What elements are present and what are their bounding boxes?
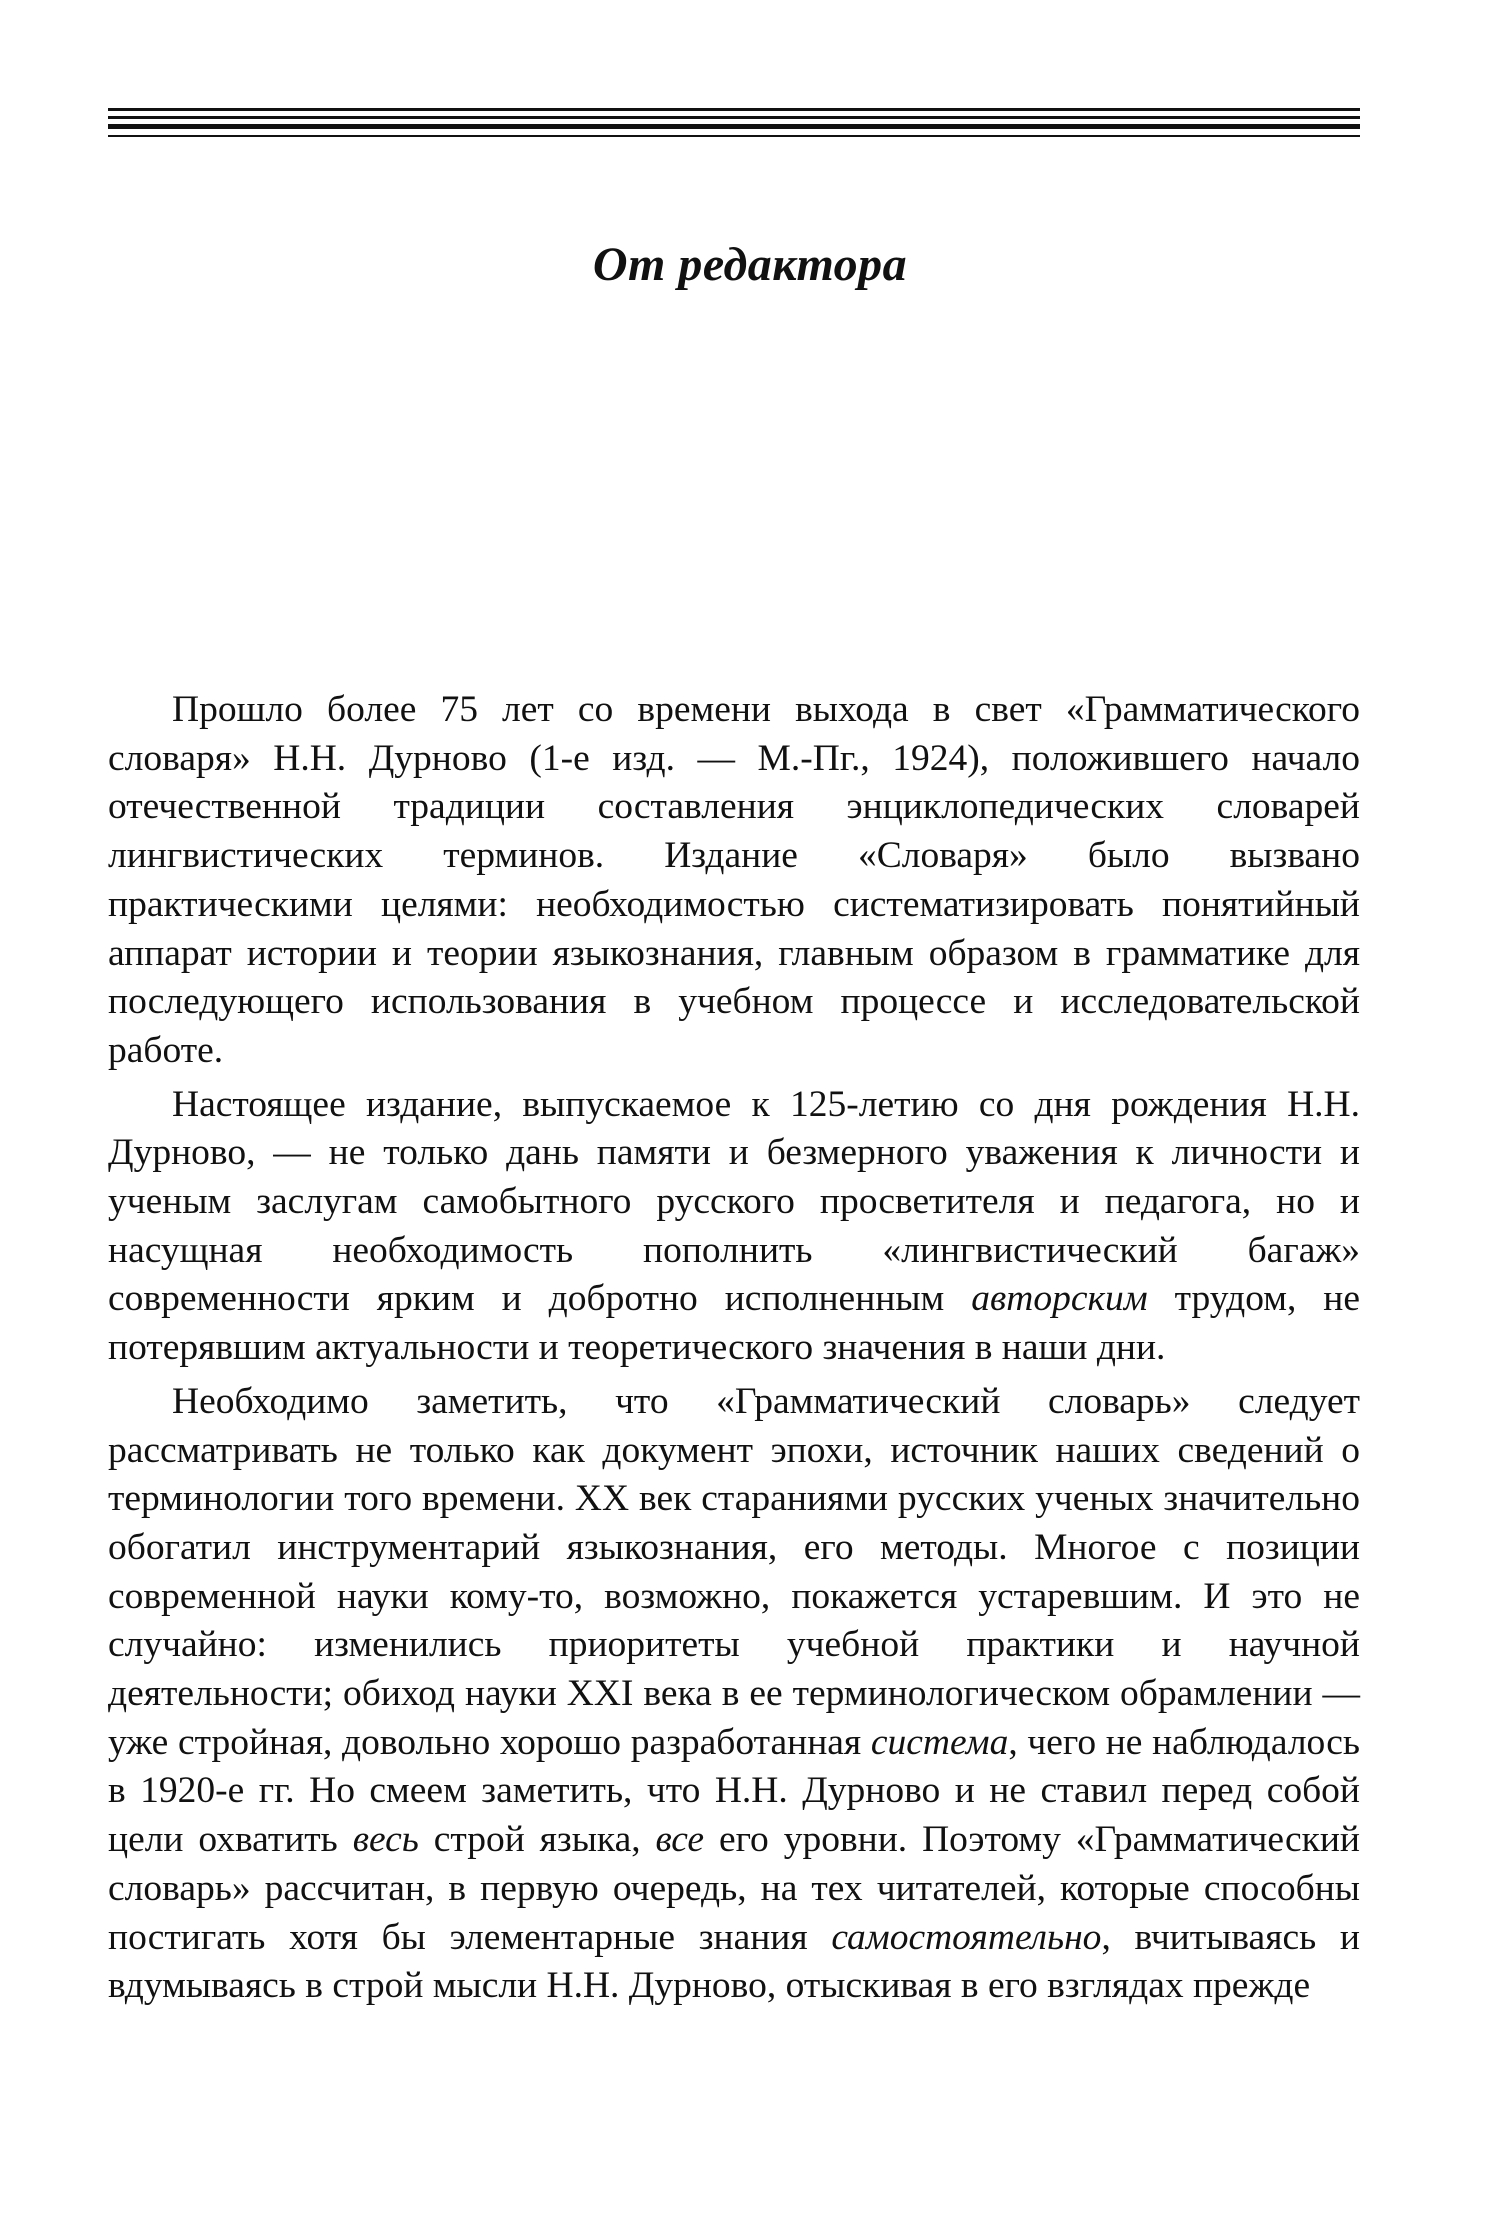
header-rule bbox=[108, 108, 1360, 142]
paragraph-2-emphasis: авторским bbox=[971, 1278, 1148, 1320]
paragraph-3 bbox=[108, 1378, 1360, 2011]
page-title: От редактора bbox=[592, 238, 908, 292]
paragraph-3-emphasis: весь bbox=[352, 1819, 419, 1861]
body-text bbox=[108, 686, 1360, 2016]
paragraph-3-text: его уровни. Поэтому «Грамматический словарь» рассчитан, в первую очередь, на тех читателей, которые способны постигать хотя бы элементарные знания bbox=[108, 1819, 1360, 1958]
paragraph-3-emphasis: самостоятельно bbox=[831, 1916, 1102, 1958]
paragraph-2-text: трудом, не потерявшим актуальности и теоретического значения в наши дни. bbox=[108, 1278, 1360, 1369]
paragraph-3-text: строй языка, bbox=[418, 1819, 656, 1861]
paragraph-3-emphasis: система bbox=[870, 1721, 1009, 1763]
header-rule-line bbox=[108, 116, 1360, 119]
paragraph-3-emphasis: все bbox=[655, 1819, 705, 1861]
header-rule-line bbox=[108, 135, 1360, 137]
paragraph-2 bbox=[108, 1081, 1360, 1373]
paragraph-1 bbox=[108, 686, 1360, 1076]
paragraph-3-text: , чего не наблюдалось в 1920-е гг. Но смеем заметить, что Н.Н. Дурново и не ставил перед собой цели охватить bbox=[108, 1721, 1360, 1861]
header-rule-line bbox=[108, 108, 1360, 111]
header-rule-line bbox=[108, 124, 1360, 129]
paragraph-1-text: Прошло более 75 лет со времени выхода в свет «Грамматического словаря» Н.Н. Дурново (1-е изд. — М.-Пг., 1924), положившего начало отечественной традиции составления энциклопедических словарей лингвистических терминов. Издание «Словаря» было вызвано практическими целями: необходимостью систематизировать понятийный аппарат истории и теории языкознания, главным образом в грамматике для последующего использования в учебном процессе и исследовательской работе. bbox=[108, 689, 1360, 1071]
paragraph-3-text: , вчитываясь и вдумываясь в строй мысли Н.Н. Дурново, отыскивая в его взглядах прежде bbox=[108, 1916, 1360, 2007]
paragraph-3-text: Необходимо заметить, что «Грамматический словарь» следует рассматривать не только как документ эпохи, источник наших сведений о терминологии того времени. XX век стараниями русских ученых значительно обогатил инструментарий языкознания, его методы. Многое с позиции современной науки кому-то, возможно, покажется устаревшим. И это не случайно: изменились приоритеты учебной практики и научной деятельности; обиход науки XXI века в ее терминологическом обрамлении — уже стройная, довольно хорошо разработанная bbox=[108, 1380, 1360, 1763]
paragraph-2-text: Настоящее издание, выпускаемое к 125-летию со дня рождения Н.Н. Дурново, — не только дань памяти и безмерного уважения к личности и ученым заслугам самобытного русского просветителя и педагога, но и насущная необходимость пополнить «лингвистический багаж» современности ярким и добротно исполненным bbox=[108, 1083, 1360, 1320]
